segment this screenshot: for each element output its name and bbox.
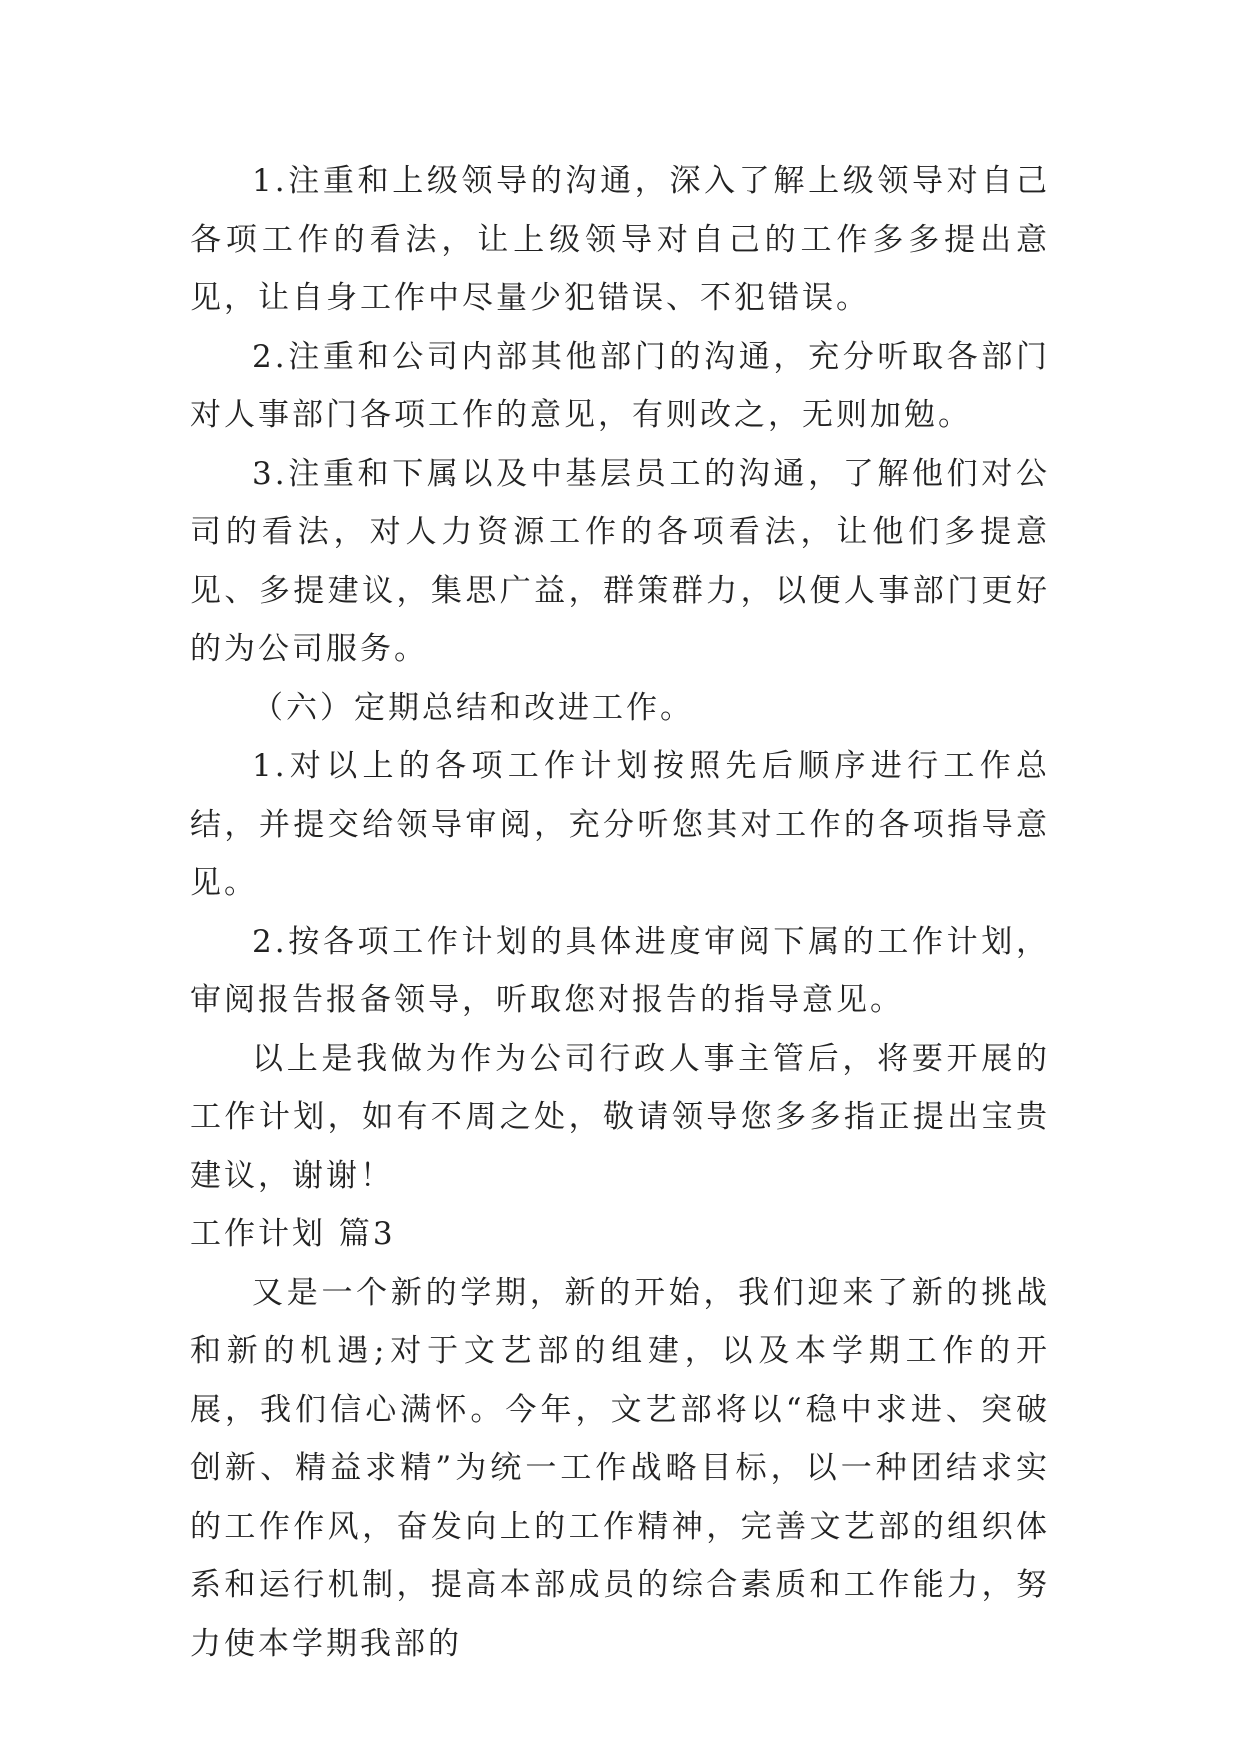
paragraph-communicate-departments: 2.注重和公司内部其他部门的沟通，充分听取各部门对人事部门各项工作的意见，有则改之，无则加勉。 (190, 338, 1050, 433)
paragraph-communicate-staff: 3.注重和下属以及中基层员工的沟通，了解他们对公司的看法，对人力资源工作的各项看法，让他们多提意见、多提建议，集思广益，群策群力，以便人事部门更好的为公司服务。 (190, 455, 1050, 667)
paragraph-review-progress: 2.按各项工作计划的具体进度审阅下属的工作计划，审阅报告报备领导，听取您对报告的指导意见。 (190, 923, 1050, 1018)
section-heading-summary: （六）定期总结和改进工作。 (252, 689, 694, 726)
document-body (190, 152, 1050, 1673)
article-heading: 工作计划 篇3 (190, 1216, 396, 1252)
paragraph-new-semester: 又是一个新的学期，新的开始，我们迎来了新的挑战和新的机遇;对于文艺部的组建，以及本学期工作的开展，我们信心满怀。今年，文艺部将以“稳中求进、突破创新、精益求精”为统一工作战略目标，以一种团结求实的工作作风，奋发向上的工作精神，完善文艺部的组织体系和运行机制，提高本部成员的综合素质和工作能力，努力使本学期我部的 (190, 1274, 1050, 1662)
paragraph-communicate-superiors: 1.注重和上级领导的沟通，深入了解上级领导对自己各项工作的看法，让上级领导对自己的工作多多提出意见，让自身工作中尽量少犯错误、不犯错误。 (190, 163, 1050, 316)
paragraph-closing: 以上是我做为作为公司行政人事主管后，将要开展的工作计划，如有不周之处，敬请领导您多多指正提出宝贵建议，谢谢！ (190, 1040, 1050, 1194)
paragraph-summary-order: 1.对以上的各项工作计划按照先后顺序进行工作总结，并提交给领导审阅，充分听您其对工作的各项指导意见。 (190, 748, 1050, 901)
